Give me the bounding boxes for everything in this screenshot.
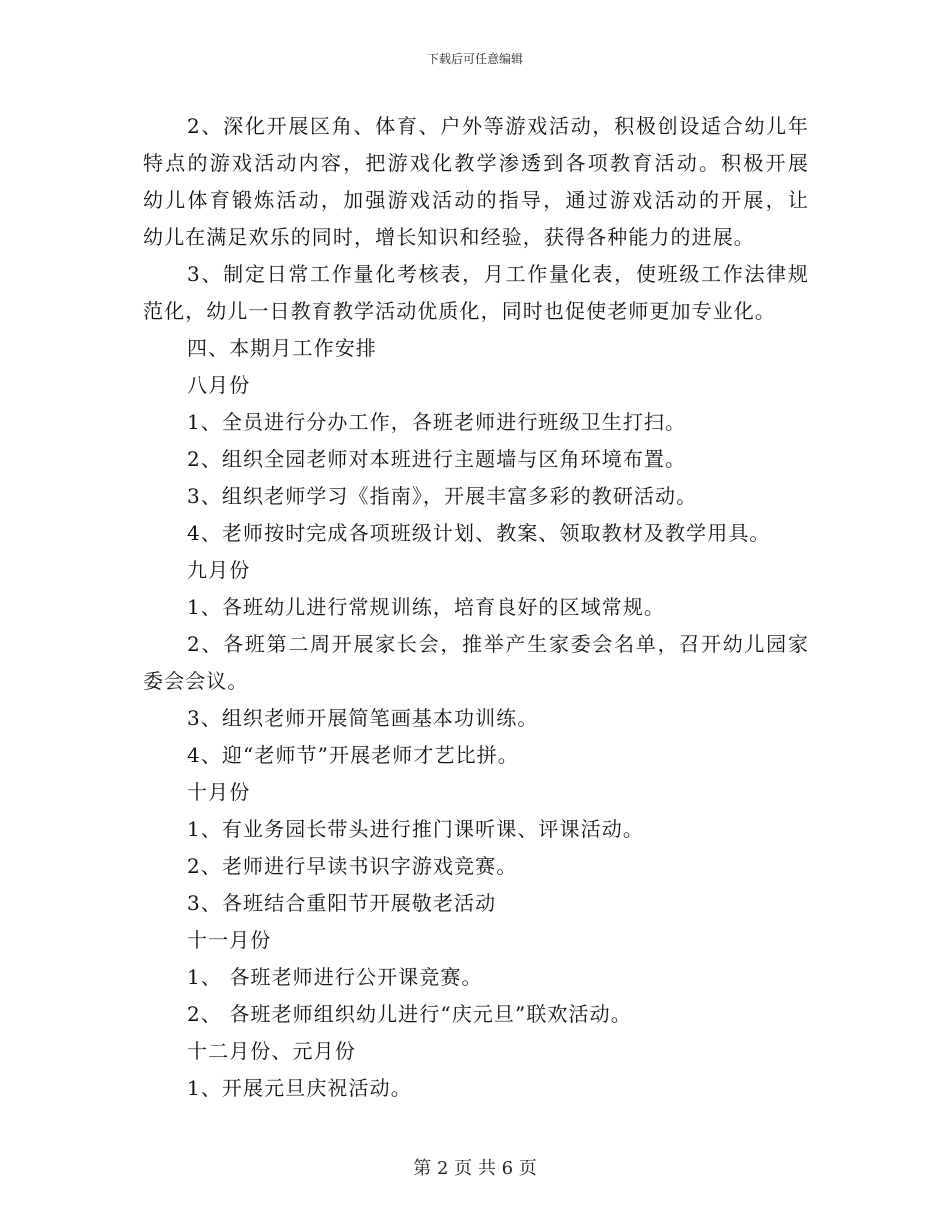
text-line: 四、本期月工作安排 <box>187 336 377 360</box>
text-line: 2、各班第二周开展家长会，推举产生家委会名单，召开幼儿园家 <box>187 632 809 656</box>
text-line: 范化，幼儿一日教育教学活动优质化，同时也促使老师更加专业化。 <box>143 299 776 323</box>
text-line: 2、深化开展区角、体育、户外等游戏活动，积极创设适合幼儿年 <box>187 114 809 138</box>
text-line: 委会会议。 <box>143 669 249 693</box>
text-line: 2、组织全园老师对本班进行主题墙与区角环境布置。 <box>187 447 687 471</box>
page-number: 第 2 页 共 6 页 <box>413 1158 537 1179</box>
document-body <box>143 108 809 1107</box>
text-line: 1、全员进行分办工作，各班老师进行班级卫生打扫。 <box>187 410 687 434</box>
text-line: 4、老师按时完成各项班级计划、教案、领取教材及教学用具。 <box>187 521 771 545</box>
text-line: 3、制定日常工作量化考核表，月工作量化表，使班级工作法律规 <box>187 262 809 286</box>
text-line: 幼儿在满足欢乐的同时，增长知识和经验，获得各种能力的进展。 <box>143 225 755 249</box>
text-line: 4、迎“老师节”开展老师才艺比拼。 <box>187 743 519 767</box>
text-line: 九月份 <box>187 558 251 582</box>
text-line: 1、各班幼儿进行常规训练，培育良好的区域常规。 <box>187 595 666 619</box>
page-header: 下载后可任意编辑 <box>426 52 523 66</box>
text-line: 1、开展元旦庆祝活动。 <box>187 1076 412 1100</box>
text-line: 2、 各班老师组织幼儿进行“庆元旦”联欢活动。 <box>187 1002 632 1026</box>
text-line: 十一月份 <box>187 928 272 952</box>
text-line: 3、组织老师学习《指南》，开展丰富多彩的教研活动。 <box>187 484 698 508</box>
text-line: 十月份 <box>187 780 251 804</box>
text-line: 幼儿体育锻炼活动，加强游戏活动的指导，通过游戏活动的开展，让 <box>143 188 809 212</box>
text-line: 3、各班结合重阳节开展敬老活动 <box>187 891 497 915</box>
text-line: 3、组织老师开展简笔画基本功训练。 <box>187 706 539 730</box>
text-line: 2、老师进行早读书识字游戏竞赛。 <box>187 854 518 878</box>
text-line: 1、有业务园长带头进行推门课听课、评课活动。 <box>187 817 644 841</box>
text-line: 1、 各班老师进行公开课竞赛。 <box>187 965 483 989</box>
text-line: 十二月份、元月份 <box>187 1039 356 1063</box>
text-line: 特点的游戏活动内容，把游戏化教学渗透到各项教育活动。积极开展 <box>143 151 809 175</box>
text-line: 八月份 <box>187 373 251 397</box>
